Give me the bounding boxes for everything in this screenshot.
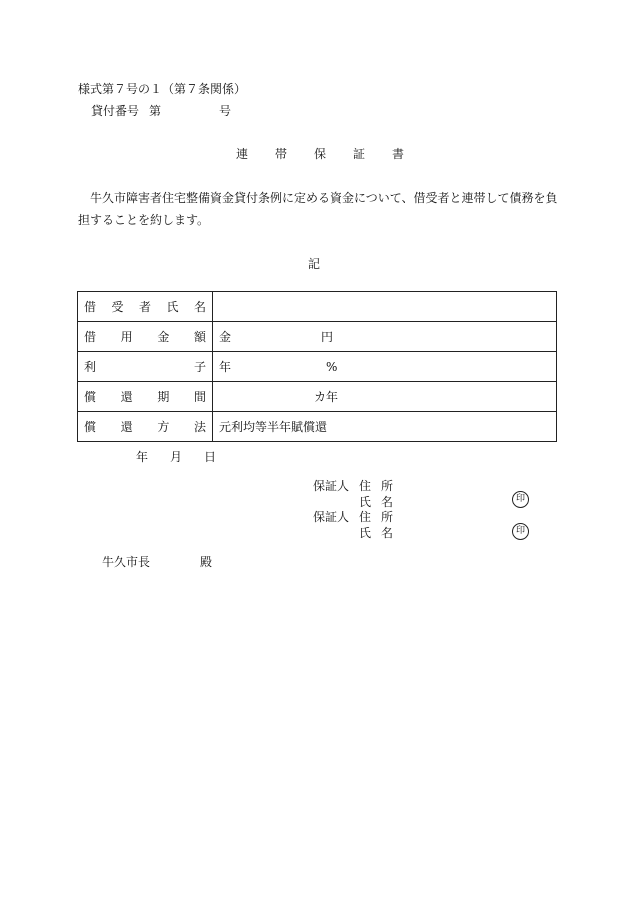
rate-unit: % (326, 360, 338, 374)
guarantor-2-label: 保証人 (313, 510, 350, 524)
label-char: 子 (193, 360, 206, 374)
label-char: 還 (120, 390, 133, 404)
amount-prefix: 金 (219, 330, 232, 344)
body-text-line-2: 担することを約します。 (78, 213, 210, 227)
name-char: 氏 (359, 526, 372, 540)
date-line[interactable] (136, 451, 216, 463)
guarantor-1-name-label[interactable] (359, 496, 393, 508)
addressee-name: 牛久市長 (102, 555, 151, 569)
table-row-interest (78, 352, 557, 382)
label-char: 還 (120, 420, 133, 434)
loan-number-label: 貸付番号 (91, 104, 140, 118)
rate-prefix: 年 (219, 360, 232, 374)
borrower-name-label (78, 292, 213, 322)
label-char: 氏 (166, 300, 179, 314)
repayment-period-label (78, 382, 213, 412)
repayment-method-text: 元利均等半年賦償還 (219, 420, 328, 434)
table-row-repayment-method (78, 412, 557, 442)
name-char: 名 (381, 495, 394, 509)
repayment-period-field[interactable] (213, 382, 557, 412)
address-char: 住 (359, 510, 372, 524)
name-char: 名 (381, 526, 394, 540)
loan-amount-label (78, 322, 213, 352)
ki-heading: 記 (308, 257, 321, 271)
repayment-method-value (213, 412, 557, 442)
amount-unit: 円 (321, 330, 334, 344)
seal-mark-2: 印 (512, 523, 529, 540)
guarantor-2-address-label[interactable] (359, 511, 393, 523)
label-char: 借 (84, 300, 97, 314)
label-char: 金 (157, 330, 170, 344)
name-char: 氏 (359, 495, 372, 509)
addressee-honorific: 殿 (200, 555, 213, 569)
guarantor-1-address-label[interactable] (359, 480, 393, 492)
date-month: 月 (170, 450, 183, 464)
label-char: 額 (193, 330, 206, 344)
borrower-name-field[interactable] (213, 292, 557, 322)
interest-label (78, 352, 213, 382)
label-char: 方 (157, 420, 170, 434)
guarantor-2-name-label[interactable] (359, 527, 393, 539)
loan-details-table (77, 291, 557, 442)
repayment-method-label (78, 412, 213, 442)
address-char: 所 (381, 479, 394, 493)
interest-field[interactable] (213, 352, 557, 382)
date-year: 年 (136, 450, 149, 464)
label-char: 名 (193, 300, 206, 314)
loan-number-line (91, 105, 231, 117)
seal-mark-1: 印 (512, 491, 529, 508)
address-char: 所 (381, 510, 394, 524)
label-char: 借 (84, 330, 97, 344)
body-text-line-1: 牛久市障害者住宅整備資金貸付条例に定める資金について、借受者と連帯して債務を負 (90, 191, 558, 205)
period-unit: カ年 (314, 390, 339, 404)
label-char: 償 (84, 390, 97, 404)
label-char: 法 (193, 420, 206, 434)
loan-amount-field[interactable] (213, 322, 557, 352)
table-row-borrower-name (78, 292, 557, 322)
address-char: 住 (359, 479, 372, 493)
document-title: 連帯保証書 (236, 147, 432, 161)
label-char: 受 (111, 300, 124, 314)
loan-number-suffix: 号 (219, 104, 232, 118)
form-number-header: 様式第７号の１（第７条関係） (78, 82, 247, 96)
table-row-repayment-period (78, 382, 557, 412)
label-char: 償 (84, 420, 97, 434)
date-day: 日 (204, 450, 217, 464)
addressee-line (102, 556, 212, 568)
label-char: 者 (138, 300, 151, 314)
label-char: 利 (84, 360, 97, 374)
guarantor-1-label: 保証人 (313, 479, 350, 493)
table-row-loan-amount (78, 322, 557, 352)
label-char: 用 (120, 330, 133, 344)
label-char: 期 (157, 390, 170, 404)
label-char: 間 (193, 390, 206, 404)
loan-number-prefix: 第 (149, 104, 162, 118)
